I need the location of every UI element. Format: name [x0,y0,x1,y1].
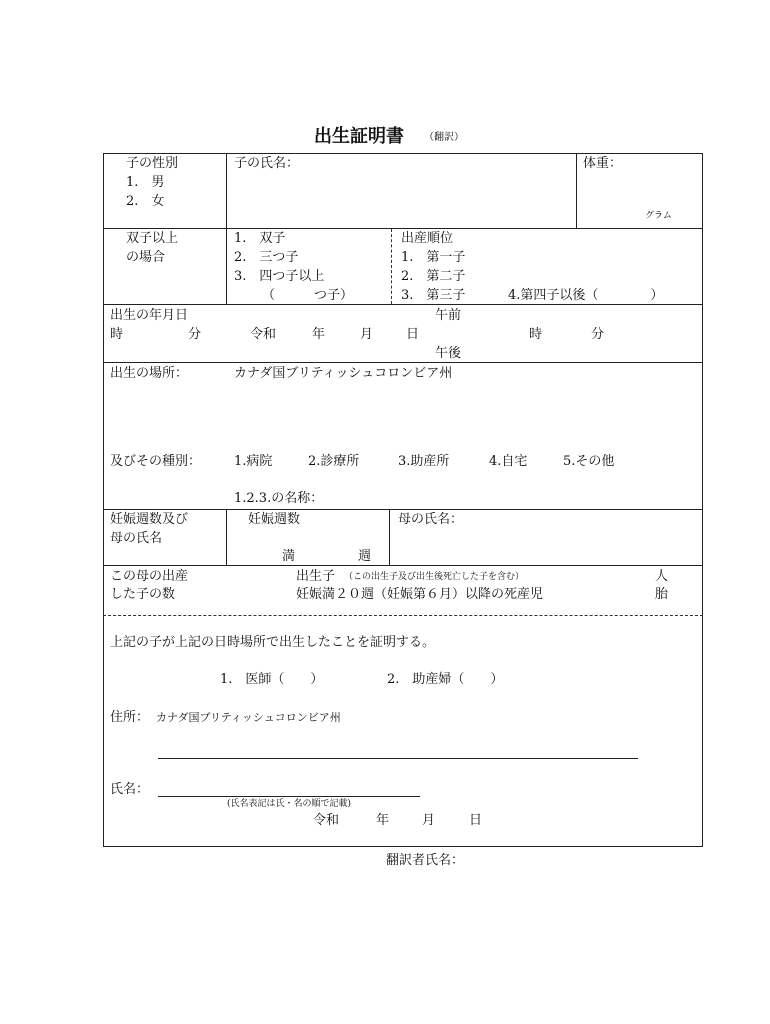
facility-name-label: 1.2.3.の名称： [234,491,324,506]
birth-place-value: カナダ国ブリティッシュコロンビア州 [234,366,453,381]
place-type-hospital[interactable]: 1.病院 [234,454,273,469]
gestation-weeks-label: 妊娠週数 [248,512,301,527]
children-count-label-2: した子の数 [110,587,176,602]
birth-era: 令和 [250,327,277,342]
birth-year: 年 [312,327,326,342]
place-type-maternity-home[interactable]: 3.助産所 [398,454,450,469]
place-type-other[interactable]: 5.その他 [563,454,615,469]
row-divider [103,509,703,510]
multiple-label: 双子以上 [126,231,179,246]
row-divider [103,565,703,566]
gestation-week-unit: 週 [358,549,372,564]
birth-month: 月 [360,327,374,342]
birth-place-label: 出生の場所： [110,366,189,381]
page-title: 出生証明書 [314,126,404,147]
col-divider [226,509,227,565]
page-title-sub: （翻訳） [424,132,464,143]
birth-hour: 時 [529,327,543,342]
birth-order-third[interactable]: 3. 第三子 [401,288,466,303]
birth-order-label: 出産順位 [401,231,454,246]
sex-label: 子の性別 [126,156,179,171]
sex-option-female[interactable]: 2. 女 [126,194,165,209]
multiple-count: （ つ子） [262,288,354,303]
multiple-option-triplets[interactable]: 2. 三つ子 [234,250,299,265]
birth-pm[interactable]: 午後 [435,346,462,361]
certify-day: 日 [469,813,483,828]
address-value: カナダ国ブリティッシュコロンビア州 [156,711,341,724]
certifier-doctor[interactable]: 1. 医師（ ） [220,672,324,687]
row-divider [103,228,703,229]
place-type-home[interactable]: 4.自宅 [489,454,528,469]
child-name-label: 子の氏名： [234,156,300,171]
weight-label: 体重： [583,156,623,171]
certify-statement: 上記の子が上記の日時場所で出生したことを証明する。 [110,635,436,650]
birth-date-label: 出生の年月日 [110,308,189,323]
col-divider [389,509,390,565]
gestation-label-2: 母の氏名 [110,531,163,546]
row-divider-dashed [103,615,703,616]
weight-unit: グラム [645,211,672,221]
mother-name-label: 母の氏名： [398,512,464,527]
born-children-note: （この出生子及び出生後死亡した子を含む） [344,572,525,582]
birth-hour-label: 時 [110,327,124,342]
birth-order-fourth-plus[interactable]: 4.第四子以後（ ） [508,288,664,303]
born-children-label: 出生子 [296,569,336,584]
col-divider [226,153,227,305]
birth-minute: 分 [591,327,605,342]
address-underline [158,758,638,759]
name-order-note: (氏名表記は氏・名の順で記載) [227,799,352,809]
certifier-midwife[interactable]: 2. 助産婦（ ） [387,672,504,687]
place-type-label: 及びその種別： [110,454,202,469]
multiple-option-twins[interactable]: 1. 双子 [234,231,286,246]
stillborn-label: 妊娠満２０週（妊娠第６月）以降の死産児 [296,587,544,602]
place-type-clinic[interactable]: 2.診療所 [308,454,360,469]
born-children-unit: 人 [655,569,669,584]
gestation-full: 満 [282,549,296,564]
certify-era: 令和 [313,813,340,828]
col-divider-dashed [391,229,392,304]
multiple-label-2: の場合 [126,250,166,265]
name-underline [158,796,420,797]
birth-order-first[interactable]: 1. 第一子 [401,250,466,265]
col-divider [576,153,577,229]
stillborn-unit: 胎 [655,587,669,602]
birth-order-second[interactable]: 2. 第二子 [401,269,466,284]
multiple-option-quadruplets[interactable]: 3. 四つ子以上 [234,269,325,284]
certifier-name-label: 氏名： [110,782,150,797]
gestation-label: 妊娠週数及び [110,512,189,527]
address-label: 住所： [110,710,150,725]
children-count-label: この母の出産 [110,569,189,584]
birth-day: 日 [406,327,420,342]
birth-am[interactable]: 午前 [435,308,462,323]
certify-month: 月 [422,813,436,828]
translator-name-label: 翻訳者氏名： [386,853,465,868]
row-divider [103,362,703,363]
certify-year: 年 [376,813,390,828]
sex-option-male[interactable]: 1. 男 [126,175,165,190]
birth-minute-label: 分 [188,327,202,342]
